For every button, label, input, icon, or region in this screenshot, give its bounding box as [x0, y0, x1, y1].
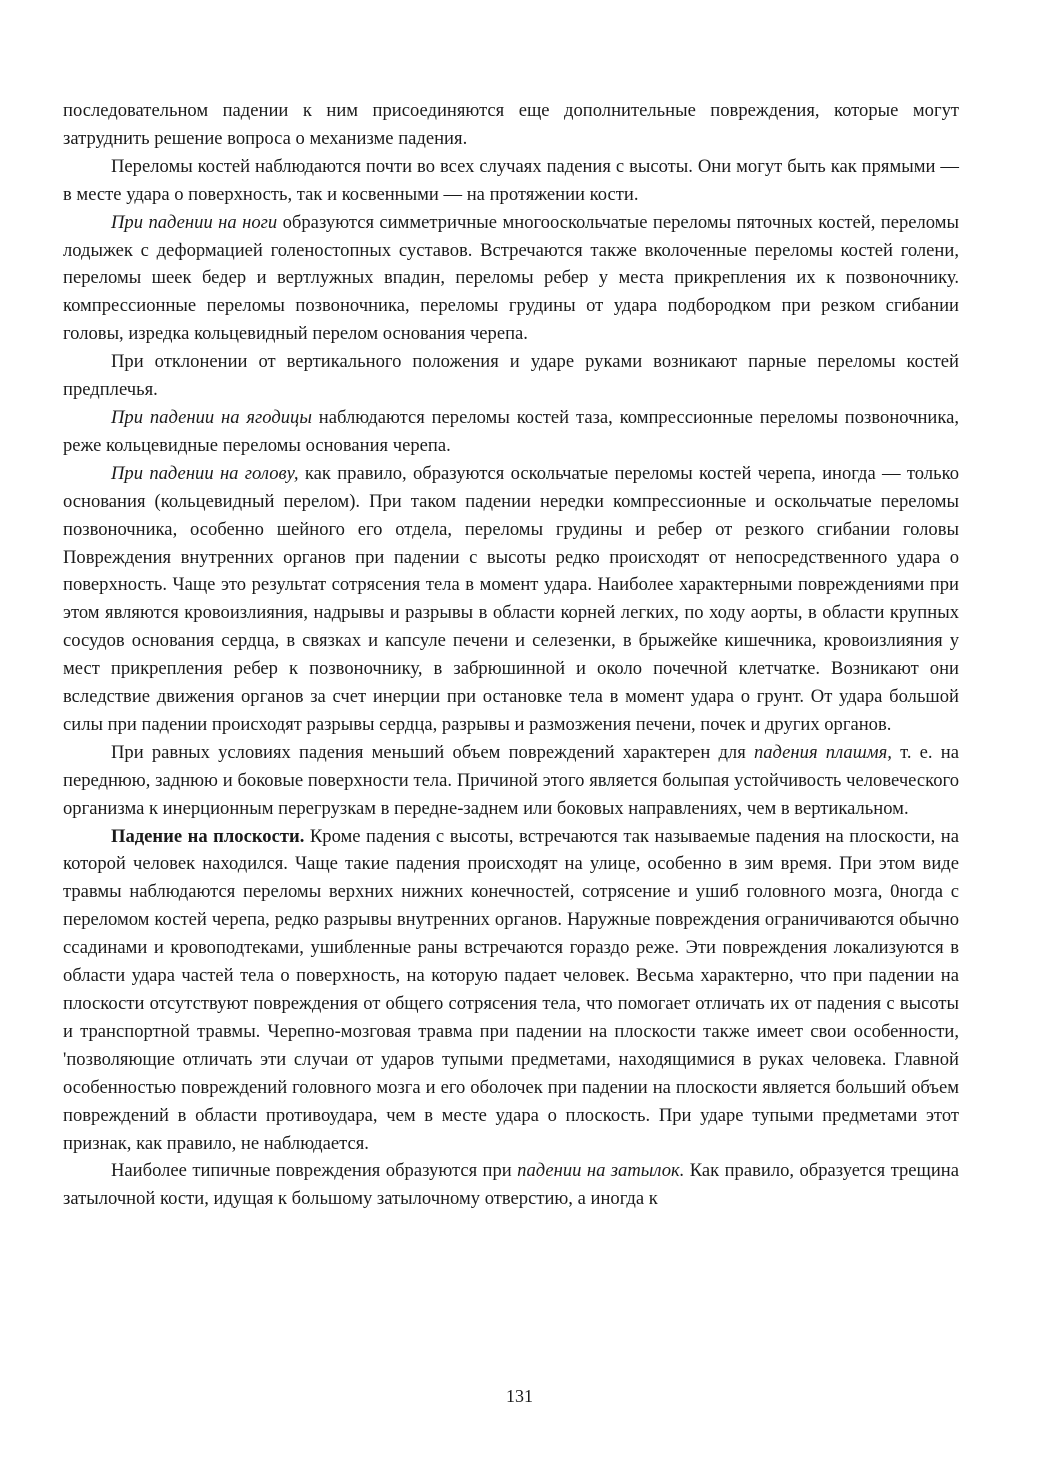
paragraph-fall-on-head	[63, 460, 959, 739]
bold-heading: Падение на плоскости.	[111, 825, 305, 847]
paragraph-text: т. е. на переднюю, заднюю и боковые поверхности тела. Причиной этого является болыпая устойчивость человеческого организма к инерционным перегрузкам в передне-заднем или боковых направлениях, чем в вертикальном.	[63, 741, 959, 819]
paragraph-text: Переломы костей наблюдаются почти во всех случаях падения с высоты. Они могут быть как прямыми — в месте удара о поверхность, так и косвенными — на протяжении кости.	[63, 155, 959, 205]
paragraph-continuation	[63, 97, 959, 153]
paragraph-text: Кроме падения с высоты, встречаются так называемые падения на плоскости, на которой человек находился. Чаще такие падения происходят на улице, особенно в зим время. При этом виде травмы наблюдаются переломы верхних нижних конечностей, сотрясение и ушиб головного мозга, 0ногда с переломом костей черепа, редко разрывы внутренних органов. Наружные повреждения ограничиваются обычно ссадинами и кровоподтеками, ушибленные раны встречаются гораздо реже. Эти повреждения локализуются в области удара частей тела о поверхность, на которую падает человек. Весьма характерно, что при падении на плоскости отсутствуют повреждения от общего сотрясения тела, что помогает отличать их от падения с высоты и транспортной травмы. Черепно-мозговая травма при падении на плоскости также имеет свои особенности, 'позволяющие отличать эти случаи от ударов тупыми предметами, находящимися в руках человека. Главной особенностью повреждений головного мозга и его оболочек при падении на плоскости является больший объем повреждений в области противоудара, чем в месте удара о плоскость. При ударе тупыми предметами этот признак, как правило, не наблюдается.	[63, 825, 959, 1154]
paragraph-fall-on-buttocks	[63, 404, 959, 460]
italic-term: При падении на ягодицы	[111, 406, 312, 428]
document-page	[63, 97, 959, 1213]
paragraph-fall-on-occiput	[63, 1157, 959, 1213]
italic-term: падении на затылок.	[517, 1160, 685, 1182]
page-number: 131	[506, 1386, 533, 1406]
paragraph-text: образуются симметричные многооскольчатые переломы пяточных костей, переломы лодыжек с деформацией голеностопных суставов. Встречаются также вколоченные переломы костей голени, переломы шеек бедер и вертлужных впадин, переломы ребер у места прикрепления их к позвоночнику. компрессионные переломы позвоночника, переломы грудины от удара подбородком при резком сгибании головы, изредка кольцевидный перелом основания черепа.	[63, 211, 959, 345]
paragraph-text: При отклонении от вертикального положения и ударе руками возникают парные переломы костей предплечья.	[63, 351, 959, 401]
paragraph-fall-flat	[63, 739, 959, 823]
paragraph-text: как правило, образуются оскольчатые переломы костей черепа, иногда — только основания (кольцевидный перелом). При таком падении нередки компрессионные и оскольчатые переломы позвоночника, особенно шейного его отдела, переломы грудины и ребер от резкого сгибании головы Повреждения внутренних органов при падении с высоты редко происходят от непосредственного удара о поверхность. Чаще это результат сотрясения тела в момент удара. Наиболее характерными повреждениями при этом являются кровоизлияния, надрывы и разрывы в области корней легких, по ходу аорты, в области крупных сосудов основания сердца, в связках и капсуле печени и селезенки, в брыжейке кишечника, кровоизлияния у мест прикрепления ребер к позвоночнику, в забрюшинной и около почечной клетчатке. Возникают они вследствие движения органов за счет инерции при остановке тела в момент удара о грунт. От удара большой силы при падении происходят разрывы сердца, разрывы и размозжения печени, почек и других органов.	[63, 462, 960, 735]
paragraph-fractures-intro	[63, 153, 959, 209]
paragraph-text: Как правило, образуется трещина затылочной кости, идущая к большому затылочному отверстию, а иногда к	[63, 1160, 959, 1210]
italic-term: падения плашмя,	[753, 741, 892, 763]
paragraph-text: последовательном падении к ним присоединяются еще дополнительные повреждения, которые могут затруднить решение вопроса о механизме падения.	[63, 100, 959, 149]
paragraph-fall-on-feet	[63, 209, 959, 349]
italic-term: При падении на ноги	[111, 211, 278, 233]
paragraph-deviation-vertical	[63, 348, 959, 404]
paragraph-text: При равных условиях падения меньший объем повреждений характерен для	[111, 741, 754, 763]
paragraph-text: Наиболее типичные повреждения образуются при	[111, 1160, 518, 1182]
italic-term: При падении на голову,	[111, 462, 299, 484]
paragraph-text: наблюдаются переломы костей таза, компрессионные переломы позвоночника, реже кольцевидные переломы основания черепа.	[63, 406, 960, 456]
paragraph-fall-on-plane	[63, 823, 959, 1158]
